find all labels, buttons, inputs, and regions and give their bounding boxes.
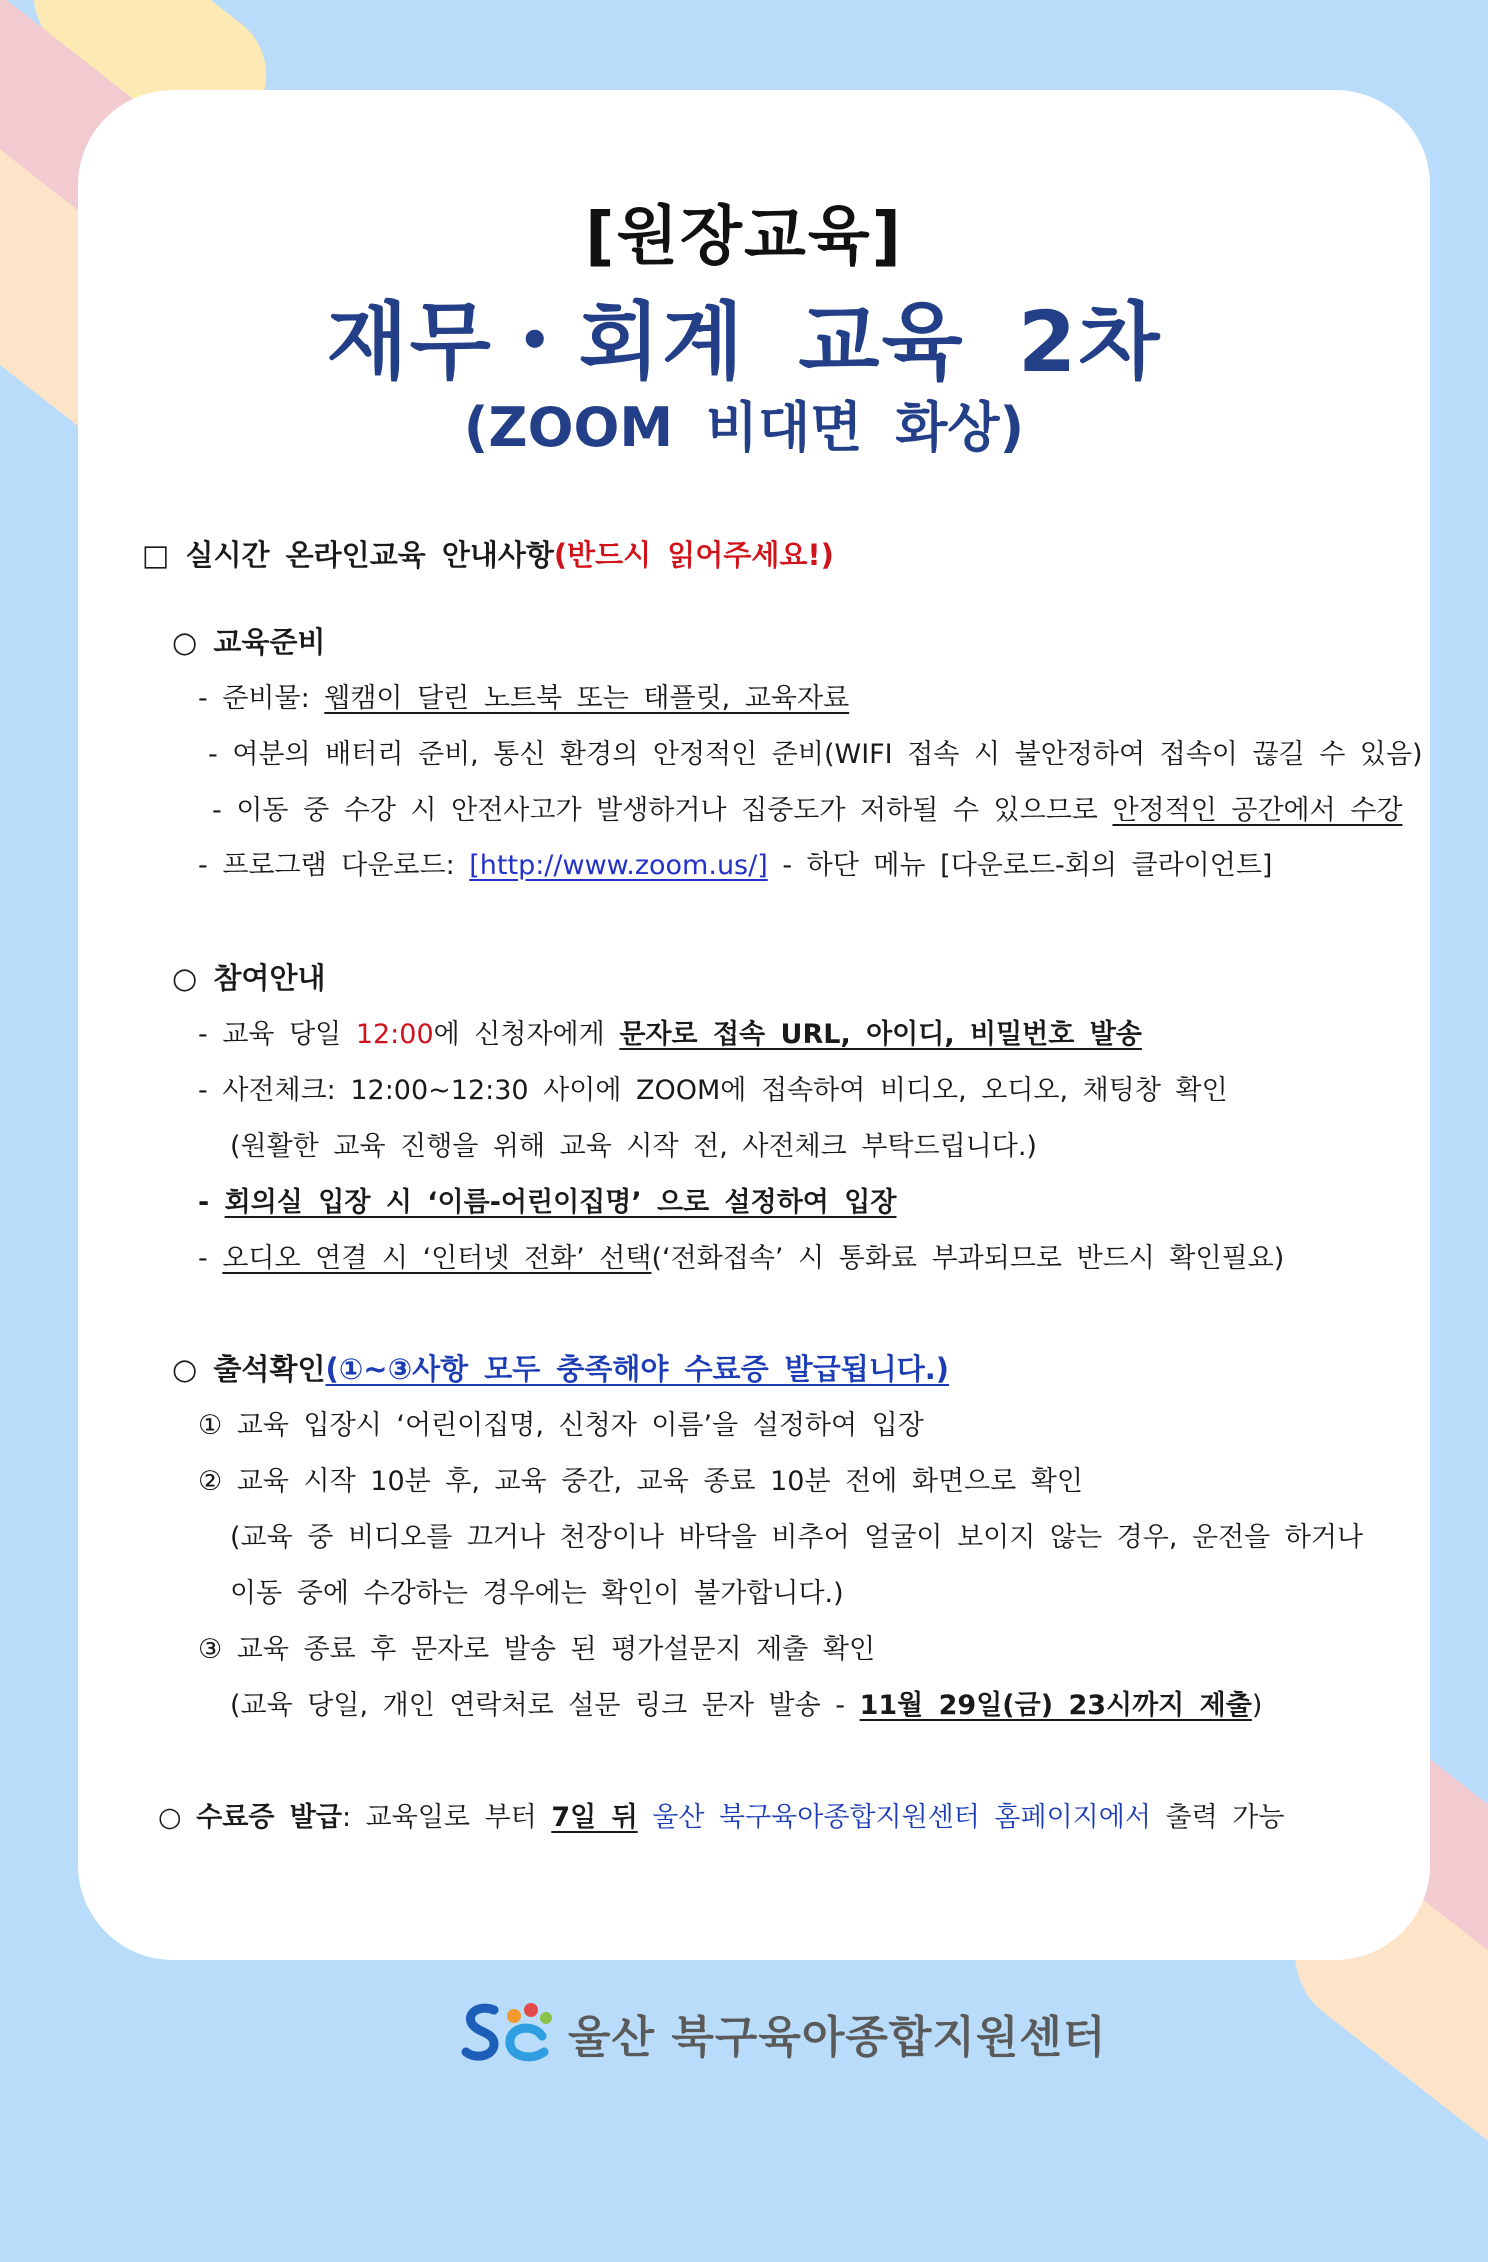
circle-bullet-icon: ○ xyxy=(172,625,198,659)
attendance-heading-note: (①~③사항 모두 충족해야 수료증 발급됩니다.) xyxy=(325,1352,950,1386)
attendance-item-3: ③ 교육 종료 후 문자로 발송 된 평가설문지 제출 확인 xyxy=(198,1634,876,1665)
notice-emphasis: (반드시 읽어주세요!) xyxy=(553,538,834,572)
join-item-precheck-note: (원활한 교육 진행을 위해 교육 시작 전, 사전체크 부탁드립니다.) xyxy=(230,1131,1037,1162)
title-subtitle: (ZOOM 비대면 화상) xyxy=(463,396,1025,459)
square-bullet-icon: □ xyxy=(142,538,170,572)
prep-item-suffix: - 하단 메뉴 [다운로드-회의 클라이언트] xyxy=(767,850,1273,881)
join-item-underline: 오디오 연결 시 ‘인터넷 전화’ 선택 xyxy=(222,1243,652,1274)
zoom-download-link[interactable]: [http://www.zoom.us/] xyxy=(469,850,768,881)
prep-item-battery: - 여분의 배터리 준비, 통신 환경의 안정적인 준비(WIFI 접속 시 불안정하여 접속이 끊길 수 있음) xyxy=(208,739,1423,770)
attendance-heading xyxy=(172,1347,949,1388)
prep-item-materials xyxy=(198,676,849,715)
circle-bullet-icon: ○ xyxy=(172,1352,198,1386)
join-item-sms xyxy=(198,1012,1142,1051)
join-item-text: 에 신청자에게 xyxy=(433,1019,620,1050)
prep-item-prefix: - 이동 중 수강 시 안전사고가 발생하거나 집중도가 저하될 수 있으므로 xyxy=(212,795,1113,826)
center-logo-icon xyxy=(460,2000,556,2066)
certificate-homepage: 울산 북구육아종합지원센터 홈페이지에서 xyxy=(652,1802,1151,1833)
join-heading xyxy=(172,956,325,997)
join-item-audio xyxy=(198,1236,1284,1275)
notice-text: 실시간 온라인교육 안내사항 xyxy=(185,538,554,572)
attendance-note-text: ) xyxy=(1251,1690,1263,1721)
join-item-text: - 교육 당일 xyxy=(198,1019,356,1050)
join-item-precheck: - 사전체크: 12:00~12:30 사이에 ZOOM에 접속하여 비디오, 오디오, 채팅창 확인 xyxy=(198,1075,1228,1106)
join-item-time: 12:00 xyxy=(355,1019,434,1050)
certificate-days: 7일 뒤 xyxy=(551,1802,638,1833)
prep-item-underline: 웹캠이 달린 노트북 또는 태플릿, 교육자료 xyxy=(324,683,850,714)
attendance-item-2: ② 교육 시작 10분 후, 교육 중간, 교육 종료 10분 전에 화면으로 확인 xyxy=(198,1466,1083,1497)
prep-item-prefix: - 준비물: xyxy=(198,683,325,714)
title-main: 재무・회계 교육 2차 xyxy=(326,293,1162,391)
join-heading-label: 참여안내 xyxy=(213,961,326,995)
circle-bullet-icon: ○ xyxy=(172,961,198,995)
attendance-item-2-note-1: (교육 중 비디오를 끄거나 천장이나 바닥을 비추어 얼굴이 보이지 않는 경우, 운전을 하거나 xyxy=(230,1522,1364,1553)
attendance-item-1: ① 교육 입장시 ‘어린이집명, 신청자 이름’을 설정하여 입장 xyxy=(198,1410,924,1441)
join-item-underline: 회의실 입장 시 ‘이름-어린이집명’ 으로 설정하여 입장 xyxy=(224,1187,897,1218)
certificate-text xyxy=(638,1802,653,1833)
attendance-item-2-note-2: 이동 중에 수강하는 경우에는 확인이 불가합니다.) xyxy=(230,1578,844,1609)
join-item-name-setting xyxy=(198,1180,896,1219)
join-item-text: (‘전화접속’ 시 통화료 부과되므로 반드시 확인필요) xyxy=(651,1243,1285,1274)
prep-heading xyxy=(172,620,325,661)
certificate-line xyxy=(158,1795,1284,1834)
attendance-note-text: (교육 당일, 개인 연락처로 설문 링크 문자 발송 - xyxy=(230,1690,860,1721)
prep-item-safety xyxy=(212,788,1402,827)
prep-item-prefix: - 프로그램 다운로드: xyxy=(198,850,470,881)
prep-item-underline: 안정적인 공간에서 수강 xyxy=(1112,795,1403,826)
certificate-text: 출력 가능 xyxy=(1150,1802,1285,1833)
circle-bullet-icon: ○ xyxy=(158,1802,182,1833)
attendance-item-3-note xyxy=(230,1683,1262,1722)
attendance-heading-label: 출석확인 xyxy=(213,1352,326,1386)
prep-item-download xyxy=(198,843,1272,882)
org-name: 울산 북구육아종합지원센터 xyxy=(568,2012,1107,2063)
join-item-dash: - xyxy=(198,1243,223,1274)
join-item-underline: 문자로 접속 URL, 아이디, 비밀번호 발송 xyxy=(619,1019,1142,1050)
notice-heading xyxy=(142,533,834,574)
certificate-text: : 교육일로 부터 xyxy=(341,1802,552,1833)
footer xyxy=(460,1998,1106,2068)
prep-heading-label: 교육준비 xyxy=(213,625,326,659)
attendance-deadline: 11월 29일(금) 23시까지 제출 xyxy=(859,1690,1252,1721)
title-category: [원장교육] xyxy=(585,200,903,274)
join-item-dash: - xyxy=(198,1187,225,1218)
certificate-heading: 수료증 발급 xyxy=(196,1802,342,1833)
